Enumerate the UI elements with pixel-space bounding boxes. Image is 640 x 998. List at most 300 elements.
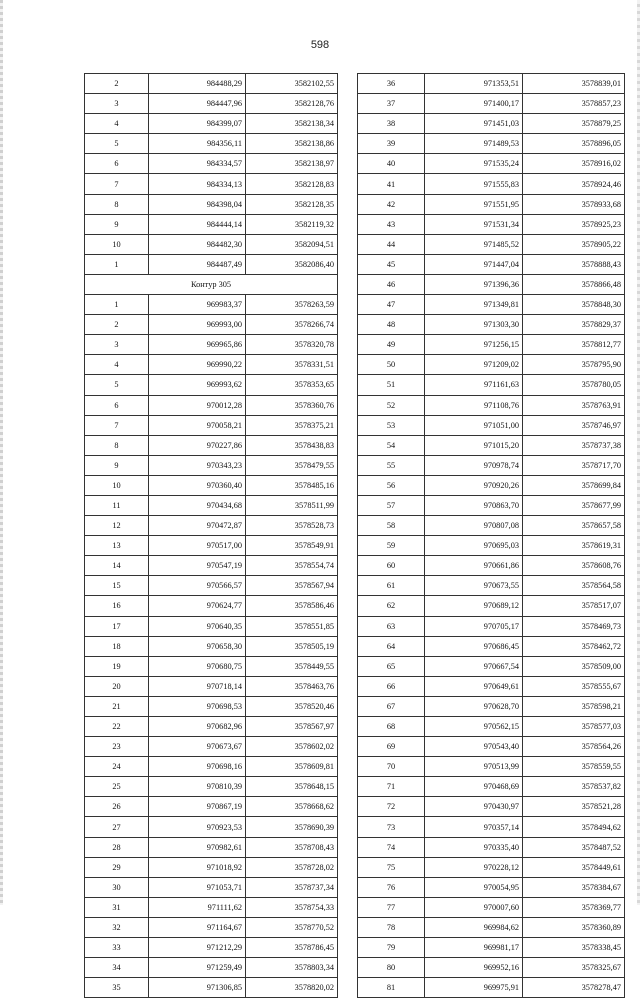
table-row [358, 214, 625, 234]
point-number-cell: 49 [358, 335, 425, 355]
x-coordinate-cell: 971111,62 [149, 897, 246, 917]
table-row [85, 355, 338, 375]
x-coordinate-cell: 970357,14 [425, 817, 523, 837]
point-number-cell: 41 [358, 174, 425, 194]
point-number-cell: 12 [85, 516, 149, 536]
x-coordinate-cell: 970513,99 [425, 757, 523, 777]
x-coordinate-cell: 984488,29 [149, 74, 246, 94]
x-coordinate-cell: 969983,37 [149, 295, 246, 315]
y-coordinate-cell: 3578384,67 [523, 877, 625, 897]
y-coordinate-cell: 3578528,73 [246, 516, 338, 536]
y-coordinate-cell: 3578586,46 [246, 596, 338, 616]
table-row [358, 315, 625, 335]
table-row [85, 174, 338, 194]
point-number-cell: 59 [358, 536, 425, 556]
table-row [358, 94, 625, 114]
x-coordinate-cell: 970360,40 [149, 475, 246, 495]
point-number-cell: 35 [85, 978, 149, 998]
point-number-cell: 20 [85, 676, 149, 696]
point-number-cell: 7 [85, 415, 149, 435]
table-row [358, 696, 625, 716]
x-coordinate-cell: 970867,19 [149, 797, 246, 817]
y-coordinate-cell: 3578905,22 [523, 234, 625, 254]
point-number-cell: 50 [358, 355, 425, 375]
y-coordinate-cell: 3578896,05 [523, 134, 625, 154]
y-coordinate-cell: 3578551,85 [246, 616, 338, 636]
x-coordinate-cell: 970566,57 [149, 576, 246, 596]
y-coordinate-cell: 3578717,70 [523, 455, 625, 475]
point-number-cell: 40 [358, 154, 425, 174]
table-row [85, 194, 338, 214]
point-number-cell: 8 [85, 194, 149, 214]
table-row [358, 596, 625, 616]
point-number-cell: 17 [85, 616, 149, 636]
table-row [85, 214, 338, 234]
point-number-cell: 80 [358, 958, 425, 978]
point-number-cell: 21 [85, 696, 149, 716]
y-coordinate-cell: 3578559,55 [523, 757, 625, 777]
table-row [358, 717, 625, 737]
point-number-cell: 10 [85, 475, 149, 495]
point-number-cell: 4 [85, 355, 149, 375]
point-number-cell: 3 [85, 94, 149, 114]
x-coordinate-cell: 984398,04 [149, 194, 246, 214]
x-coordinate-cell: 970628,70 [425, 696, 523, 716]
point-number-cell: 65 [358, 656, 425, 676]
y-coordinate-cell: 3578857,23 [523, 94, 625, 114]
point-number-cell: 51 [358, 375, 425, 395]
point-number-cell: 70 [358, 757, 425, 777]
point-number-cell: 13 [85, 536, 149, 556]
point-number-cell: 2 [85, 315, 149, 335]
x-coordinate-cell: 970640,35 [149, 616, 246, 636]
table-row [358, 857, 625, 877]
point-number-cell: 37 [358, 94, 425, 114]
table-row [358, 495, 625, 515]
scan-edge-left [0, 0, 3, 905]
y-coordinate-cell: 3578505,19 [246, 636, 338, 656]
x-coordinate-cell: 984356,11 [149, 134, 246, 154]
x-coordinate-cell: 970228,12 [425, 857, 523, 877]
table-row [358, 355, 625, 375]
point-number-cell: 45 [358, 254, 425, 274]
table-row [358, 455, 625, 475]
y-coordinate-cell: 3578494,62 [523, 817, 625, 837]
y-coordinate-cell: 3578554,74 [246, 556, 338, 576]
point-number-cell: 1 [85, 295, 149, 315]
table-row [358, 415, 625, 435]
x-coordinate-cell: 970682,96 [149, 717, 246, 737]
point-number-cell: 79 [358, 938, 425, 958]
x-coordinate-cell: 970718,14 [149, 676, 246, 696]
point-number-cell: 67 [358, 696, 425, 716]
table-row [85, 636, 338, 656]
x-coordinate-cell: 971485,52 [425, 234, 523, 254]
table-row [85, 777, 338, 797]
x-coordinate-cell: 970562,15 [425, 717, 523, 737]
y-coordinate-cell: 3578879,25 [523, 114, 625, 134]
table-row [358, 676, 625, 696]
y-coordinate-cell: 3578509,00 [523, 656, 625, 676]
x-coordinate-cell: 970468,69 [425, 777, 523, 797]
table-row [85, 877, 338, 897]
point-number-cell: 9 [85, 214, 149, 234]
x-coordinate-cell: 970517,00 [149, 536, 246, 556]
table-row [358, 837, 625, 857]
table-row [85, 897, 338, 917]
x-coordinate-cell: 971396,36 [425, 274, 523, 294]
y-coordinate-cell: 3578933,68 [523, 194, 625, 214]
x-coordinate-cell: 969975,91 [425, 978, 523, 998]
y-coordinate-cell: 3578360,89 [523, 917, 625, 937]
table-row [85, 696, 338, 716]
table-row [85, 254, 338, 274]
point-number-cell: 6 [85, 395, 149, 415]
table-row [85, 234, 338, 254]
x-coordinate-cell: 971108,76 [425, 395, 523, 415]
point-number-cell: 10 [85, 234, 149, 254]
x-coordinate-cell: 970673,67 [149, 737, 246, 757]
point-number-cell: 75 [358, 857, 425, 877]
x-coordinate-cell: 970227,86 [149, 435, 246, 455]
table-row [85, 717, 338, 737]
table-row [358, 174, 625, 194]
x-coordinate-cell: 970335,40 [425, 837, 523, 857]
table-row [85, 335, 338, 355]
y-coordinate-cell: 3578438,83 [246, 435, 338, 455]
point-number-cell: 29 [85, 857, 149, 877]
point-number-cell: 3 [85, 335, 149, 355]
x-coordinate-cell: 984334,57 [149, 154, 246, 174]
y-coordinate-cell: 3578888,43 [523, 254, 625, 274]
table-row [358, 274, 625, 294]
table-row [85, 475, 338, 495]
table-row [358, 516, 625, 536]
table-row [358, 917, 625, 937]
y-coordinate-cell: 3578278,47 [523, 978, 625, 998]
table-row [358, 978, 625, 998]
point-number-cell: 2 [85, 74, 149, 94]
table-row [358, 234, 625, 254]
table-row [358, 134, 625, 154]
x-coordinate-cell: 970661,86 [425, 556, 523, 576]
point-number-cell: 34 [85, 958, 149, 978]
point-number-cell: 5 [85, 134, 149, 154]
x-coordinate-cell: 970705,17 [425, 616, 523, 636]
x-coordinate-cell: 969993,00 [149, 315, 246, 335]
y-coordinate-cell: 3578555,67 [523, 676, 625, 696]
point-number-cell: 6 [85, 154, 149, 174]
table-row [85, 375, 338, 395]
table-row [85, 114, 338, 134]
point-number-cell: 64 [358, 636, 425, 656]
point-number-cell: 18 [85, 636, 149, 656]
y-coordinate-cell: 3582102,55 [246, 74, 338, 94]
x-coordinate-cell: 970624,77 [149, 596, 246, 616]
y-coordinate-cell: 3578763,91 [523, 395, 625, 415]
x-coordinate-cell: 971303,30 [425, 315, 523, 335]
page-number: 598 [310, 39, 330, 51]
table-row [85, 315, 338, 335]
y-coordinate-cell: 3578577,03 [523, 717, 625, 737]
y-coordinate-cell: 3582128,83 [246, 174, 338, 194]
y-coordinate-cell: 3578648,15 [246, 777, 338, 797]
y-coordinate-cell: 3578795,90 [523, 355, 625, 375]
x-coordinate-cell: 971451,03 [425, 114, 523, 134]
table-row [358, 375, 625, 395]
table-row [85, 676, 338, 696]
point-number-cell: 73 [358, 817, 425, 837]
point-number-cell: 77 [358, 897, 425, 917]
x-coordinate-cell: 984482,30 [149, 234, 246, 254]
point-number-cell: 22 [85, 717, 149, 737]
y-coordinate-cell: 3578619,31 [523, 536, 625, 556]
x-coordinate-cell: 984447,96 [149, 94, 246, 114]
x-coordinate-cell: 984334,13 [149, 174, 246, 194]
table-row [358, 435, 625, 455]
y-coordinate-cell: 3578263,59 [246, 295, 338, 315]
point-number-cell: 24 [85, 757, 149, 777]
y-coordinate-cell: 3578549,91 [246, 536, 338, 556]
x-coordinate-cell: 970923,53 [149, 817, 246, 837]
y-coordinate-cell: 3578608,76 [523, 556, 625, 576]
x-coordinate-cell: 970058,21 [149, 415, 246, 435]
point-number-cell: 58 [358, 516, 425, 536]
x-coordinate-cell: 971209,02 [425, 355, 523, 375]
y-coordinate-cell: 3578657,58 [523, 516, 625, 536]
table-row [358, 576, 625, 596]
x-coordinate-cell: 970689,12 [425, 596, 523, 616]
point-number-cell: 53 [358, 415, 425, 435]
x-coordinate-cell: 984399,07 [149, 114, 246, 134]
table-row [85, 656, 338, 676]
y-coordinate-cell: 3582119,32 [246, 214, 338, 234]
point-number-cell: 63 [358, 616, 425, 636]
point-number-cell: 47 [358, 295, 425, 315]
x-coordinate-cell: 971531,34 [425, 214, 523, 234]
x-coordinate-cell: 969984,62 [425, 917, 523, 937]
point-number-cell: 19 [85, 656, 149, 676]
x-coordinate-cell: 970920,26 [425, 475, 523, 495]
y-coordinate-cell: 3578924,46 [523, 174, 625, 194]
y-coordinate-cell: 3578520,46 [246, 696, 338, 716]
x-coordinate-cell: 971053,71 [149, 877, 246, 897]
point-number-cell: 56 [358, 475, 425, 495]
x-coordinate-cell: 970658,30 [149, 636, 246, 656]
x-coordinate-cell: 971306,85 [149, 978, 246, 998]
y-coordinate-cell: 3578699,84 [523, 475, 625, 495]
x-coordinate-cell: 970982,61 [149, 837, 246, 857]
y-coordinate-cell: 3578708,43 [246, 837, 338, 857]
x-coordinate-cell: 970680,75 [149, 656, 246, 676]
x-coordinate-cell: 970807,08 [425, 516, 523, 536]
table-row [85, 837, 338, 857]
table-row [358, 74, 625, 94]
table-row [358, 877, 625, 897]
x-coordinate-cell: 969952,16 [425, 958, 523, 978]
y-coordinate-cell: 3578564,26 [523, 737, 625, 757]
table-row [358, 777, 625, 797]
table-row [85, 536, 338, 556]
x-coordinate-cell: 970543,40 [425, 737, 523, 757]
y-coordinate-cell: 3578820,02 [246, 978, 338, 998]
table-row [358, 656, 625, 676]
y-coordinate-cell: 3578521,28 [523, 797, 625, 817]
coordinates-table-left [84, 73, 338, 998]
x-coordinate-cell: 971018,92 [149, 857, 246, 877]
point-number-cell: 30 [85, 877, 149, 897]
x-coordinate-cell: 970673,55 [425, 576, 523, 596]
point-number-cell: 36 [358, 74, 425, 94]
y-coordinate-cell: 3578925,23 [523, 214, 625, 234]
x-coordinate-cell: 970430,97 [425, 797, 523, 817]
point-number-cell: 78 [358, 917, 425, 937]
table-row [85, 495, 338, 515]
point-number-cell: 26 [85, 797, 149, 817]
table-row [358, 737, 625, 757]
y-coordinate-cell: 3582138,86 [246, 134, 338, 154]
table-row [358, 757, 625, 777]
y-coordinate-cell: 3578353,65 [246, 375, 338, 395]
y-coordinate-cell: 3578866,48 [523, 274, 625, 294]
y-coordinate-cell: 3578325,67 [523, 958, 625, 978]
point-number-cell: 66 [358, 676, 425, 696]
point-number-cell: 72 [358, 797, 425, 817]
y-coordinate-cell: 3578848,30 [523, 295, 625, 315]
y-coordinate-cell: 3578469,73 [523, 616, 625, 636]
table-row [85, 737, 338, 757]
table-row [85, 757, 338, 777]
x-coordinate-cell: 970649,61 [425, 676, 523, 696]
y-coordinate-cell: 3578369,77 [523, 897, 625, 917]
x-coordinate-cell: 970698,16 [149, 757, 246, 777]
x-coordinate-cell: 971349,81 [425, 295, 523, 315]
y-coordinate-cell: 3582128,35 [246, 194, 338, 214]
x-coordinate-cell: 970978,74 [425, 455, 523, 475]
point-number-cell: 52 [358, 395, 425, 415]
y-coordinate-cell: 3578728,02 [246, 857, 338, 877]
point-number-cell: 71 [358, 777, 425, 797]
x-coordinate-cell: 970547,19 [149, 556, 246, 576]
point-number-cell: 8 [85, 435, 149, 455]
y-coordinate-cell: 3578320,78 [246, 335, 338, 355]
x-coordinate-cell: 971051,00 [425, 415, 523, 435]
x-coordinate-cell: 971256,15 [425, 335, 523, 355]
point-number-cell: 39 [358, 134, 425, 154]
point-number-cell: 15 [85, 576, 149, 596]
point-number-cell: 38 [358, 114, 425, 134]
y-coordinate-cell: 3578780,05 [523, 375, 625, 395]
table-row [85, 938, 338, 958]
table-row [85, 455, 338, 475]
x-coordinate-cell: 984487,49 [149, 254, 246, 274]
point-number-cell: 4 [85, 114, 149, 134]
point-number-cell: 62 [358, 596, 425, 616]
table-row [358, 616, 625, 636]
x-coordinate-cell: 971400,17 [425, 94, 523, 114]
y-coordinate-cell: 3578567,94 [246, 576, 338, 596]
x-coordinate-cell: 969981,17 [425, 938, 523, 958]
y-coordinate-cell: 3578517,07 [523, 596, 625, 616]
x-coordinate-cell: 969965,86 [149, 335, 246, 355]
x-coordinate-cell: 971555,83 [425, 174, 523, 194]
x-coordinate-cell: 971015,20 [425, 435, 523, 455]
y-coordinate-cell: 3582094,51 [246, 234, 338, 254]
table-row [85, 435, 338, 455]
table-row [358, 536, 625, 556]
y-coordinate-cell: 3578746,97 [523, 415, 625, 435]
point-number-cell: 48 [358, 315, 425, 335]
table-row [85, 857, 338, 877]
y-coordinate-cell: 3578668,62 [246, 797, 338, 817]
table-row [358, 938, 625, 958]
x-coordinate-cell: 970007,60 [425, 897, 523, 917]
table-row [358, 395, 625, 415]
table-row [358, 958, 625, 978]
y-coordinate-cell: 3578567,97 [246, 717, 338, 737]
x-coordinate-cell: 971161,63 [425, 375, 523, 395]
table-row [85, 395, 338, 415]
section-title: Контур 305 [85, 274, 338, 294]
x-coordinate-cell: 971489,53 [425, 134, 523, 154]
y-coordinate-cell: 3578360,76 [246, 395, 338, 415]
point-number-cell: 32 [85, 917, 149, 937]
point-number-cell: 7 [85, 174, 149, 194]
table-row [85, 295, 338, 315]
point-number-cell: 76 [358, 877, 425, 897]
y-coordinate-cell: 3578737,38 [523, 435, 625, 455]
point-number-cell: 11 [85, 495, 149, 515]
y-coordinate-cell: 3578485,16 [246, 475, 338, 495]
y-coordinate-cell: 3578598,21 [523, 696, 625, 716]
table-row [85, 616, 338, 636]
table-row [358, 797, 625, 817]
y-coordinate-cell: 3578266,74 [246, 315, 338, 335]
point-number-cell: 55 [358, 455, 425, 475]
point-number-cell: 1 [85, 254, 149, 274]
y-coordinate-cell: 3578786,45 [246, 938, 338, 958]
x-coordinate-cell: 970695,03 [425, 536, 523, 556]
y-coordinate-cell: 3578537,82 [523, 777, 625, 797]
x-coordinate-cell: 984444,14 [149, 214, 246, 234]
x-coordinate-cell: 970667,54 [425, 656, 523, 676]
table-row [85, 797, 338, 817]
x-coordinate-cell: 971447,04 [425, 254, 523, 274]
x-coordinate-cell: 970434,68 [149, 495, 246, 515]
y-coordinate-cell: 3578331,51 [246, 355, 338, 375]
x-coordinate-cell: 969990,22 [149, 355, 246, 375]
x-coordinate-cell: 970012,28 [149, 395, 246, 415]
y-coordinate-cell: 3578602,02 [246, 737, 338, 757]
x-coordinate-cell: 971259,49 [149, 958, 246, 978]
y-coordinate-cell: 3582086,40 [246, 254, 338, 274]
section-header-row [85, 274, 338, 294]
point-number-cell: 81 [358, 978, 425, 998]
point-number-cell: 14 [85, 556, 149, 576]
y-coordinate-cell: 3578487,52 [523, 837, 625, 857]
point-number-cell: 61 [358, 576, 425, 596]
y-coordinate-cell: 3578829,37 [523, 315, 625, 335]
table-row [85, 556, 338, 576]
y-coordinate-cell: 3582138,97 [246, 154, 338, 174]
table-row [358, 154, 625, 174]
x-coordinate-cell: 971212,29 [149, 938, 246, 958]
y-coordinate-cell: 3578609,81 [246, 757, 338, 777]
y-coordinate-cell: 3578338,45 [523, 938, 625, 958]
y-coordinate-cell: 3578462,72 [523, 636, 625, 656]
y-coordinate-cell: 3578839,01 [523, 74, 625, 94]
table-row [358, 194, 625, 214]
